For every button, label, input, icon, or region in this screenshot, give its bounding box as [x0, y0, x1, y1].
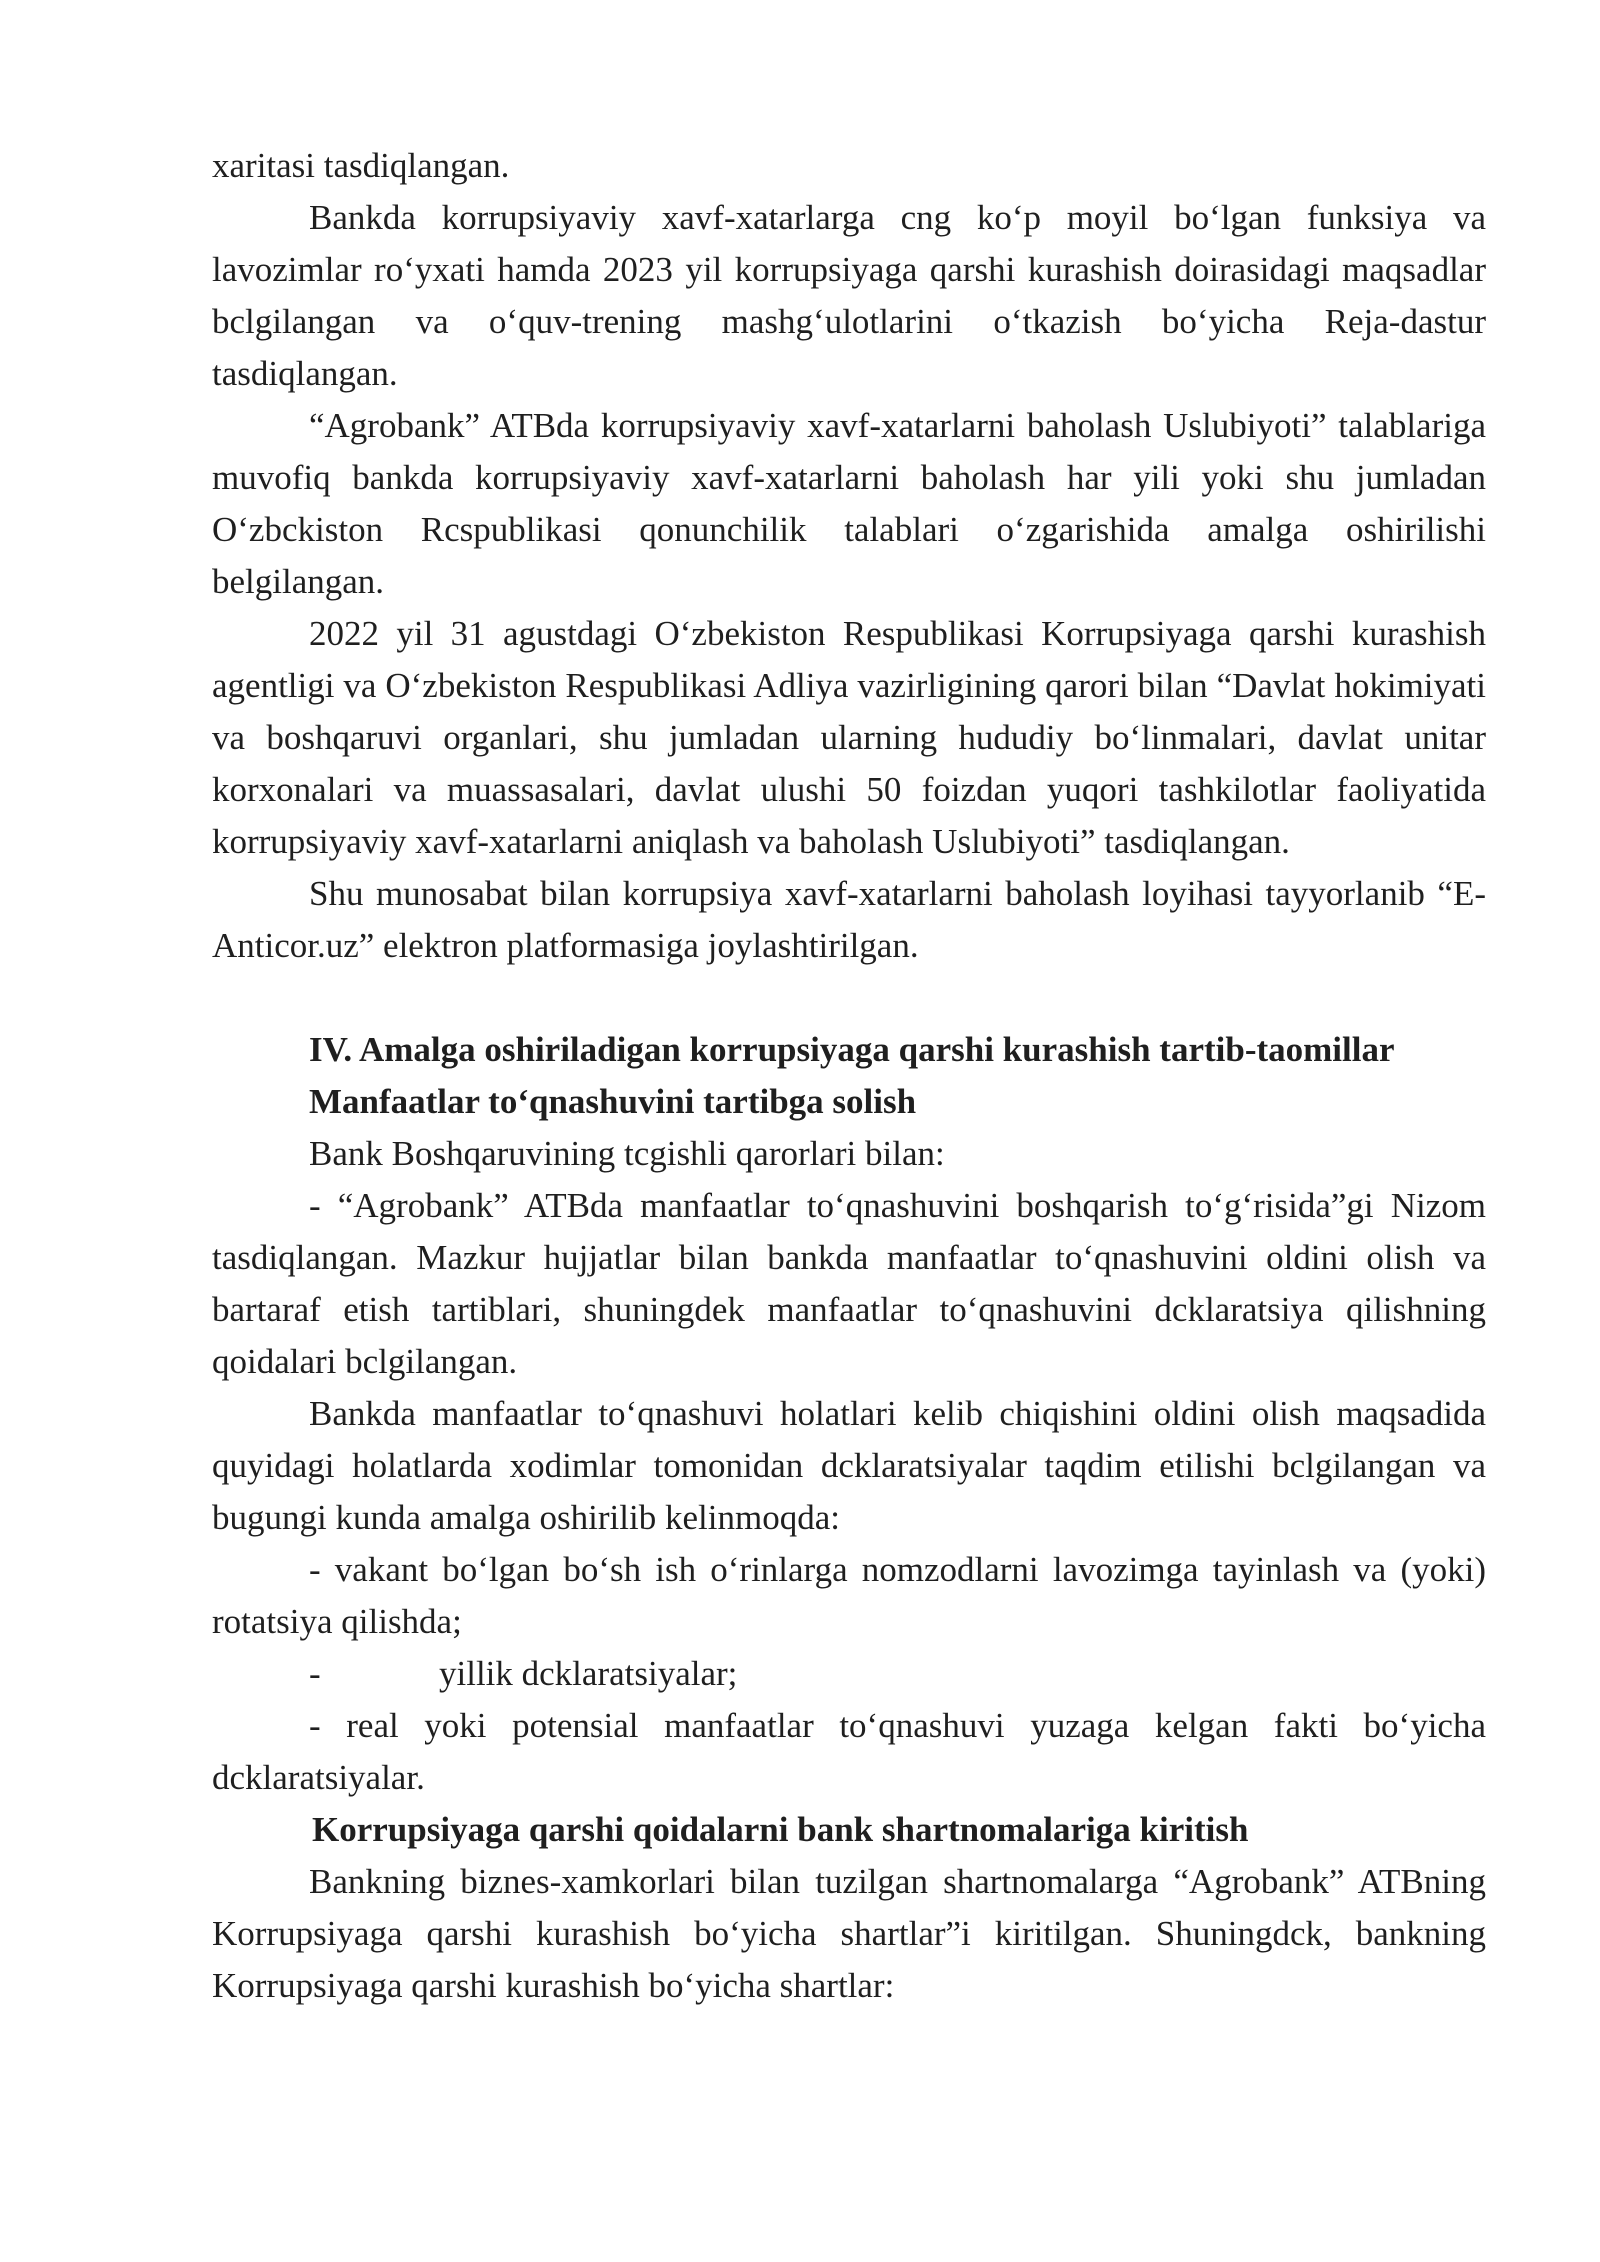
paragraph-agency-decision: 2022 yil 31 agustdagi O‘zbekiston Respublikasi Korrupsiyaga qarshi kurashish agentligi va O‘zbekiston Respublikasi Adliya vazirligining qarori bilan “Davlat hokimiyati va boshqaruvi organlari, shu jumladan ularning hududiy bo‘linmalari, davlat unitar korxonalari va muassasalari, davlat ulushi 50 foizdan yuqori tashkilotlar faoliyatida korrupsiyaviy xavf-xatarlarni aniqlash va baholash Uslubiyoti” tasdiqlangan. — [212, 614, 1486, 861]
paragraph-risk-functions: Bankda korrupsiyaviy xavf-xatarlarga cng ko‘p moyil bo‘lgan funksiya va lavozimlar ro‘yxati hamda 2023 yil korrupsiyaga qarshi kurashish doirasidagi maqsadlar bclgilangan va o‘quv-trening mashg‘ulotlarini o‘tkazish bo‘yicha Reja-dastur tasdiqlangan. — [212, 198, 1486, 393]
list-item-annual — [212, 1648, 1486, 1700]
paragraph-declarations-intro: Bankda manfaatlar to‘qnashuvi holatlari kelib chiqishini oldini olish maqsadida quyidagi holatlarda xodimlar tomonidan dcklaratsiyalar taqdim etilishi bclgilangan va bugungi kunda amalga oshirilib kelinmoqda: — [212, 1394, 1486, 1537]
paragraph-business-partners: Bankning biznes-xamkorlari bilan tuzilgan shartnomalarga “Agrobank” ATBning Korrupsiyaga qarshi kurashish bo‘yicha shartlar”i kiritilgan. Shuningdck, bankning Korrupsiyaga qarshi kurashish bo‘yicha shartlar: — [212, 1862, 1486, 2005]
paragraph-risk-methodology: “Agrobank” ATBda korrupsiyaviy xavf-xatarlarni baholash Uslubiyoti” talablariga muvofiq bankda korrupsiyaviy xavf-xatarlarni baholash har yili yoki shu jumladan O‘zbckiston Rcspublikasi qonunchilik talablari o‘zgarishida amalga oshirilishi belgilangan. — [212, 406, 1486, 601]
paragraph-continuation: xaritasi tasdiqlangan. — [212, 146, 510, 185]
paragraph-e-anticor: Shu munosabat bilan korrupsiya xavf-xatarlarni baholash loyihasi tayyorlanib “E-Anticor.uz” elektron platformasiga joylashtirilgan. — [212, 874, 1486, 965]
list-item-annual-text: yillik dcklaratsiyalar; — [439, 1654, 738, 1693]
list-item-real-conflict: - real yoki potensial manfaatlar to‘qnashuvi yuzaga kelgan fakti bo‘yicha dcklaratsiyalar. — [212, 1706, 1486, 1797]
subheading-contracts: Korrupsiyaga qarshi qoidalarni bank shartnomalariga kiritish — [312, 1810, 1249, 1849]
section-spacer — [212, 972, 1486, 1024]
list-item-vacancy: - vakant bo‘lgan bo‘sh ish o‘rinlarga nomzodlarni lavozimga tayinlash va (yoki) rotatsiya qilishda; — [212, 1550, 1486, 1641]
section-heading-iv: IV. Amalga oshiriladigan korrupsiyaga qarshi kurashish tartib-taomillar — [309, 1030, 1395, 1069]
paragraph-board-decisions: Bank Boshqaruvining tcgishli qarorlari bilan: — [309, 1134, 945, 1173]
document-page — [212, 140, 1486, 2012]
paragraph-nizom: - “Agrobank” ATBda manfaatlar to‘qnashuvini boshqarish to‘g‘risida”gi Nizom tasdiqlangan. Mazkur hujjatlar bilan bankda manfaatlar to‘qnashuvini oldini olish va bartaraf etish tartiblari, shuningdek manfaatlar to‘qnashuvini dcklaratsiya qilishning qoidalari bclgilangan. — [212, 1186, 1486, 1381]
list-dash: - — [309, 1654, 321, 1693]
subheading-conflict-of-interest: Manfaatlar to‘qnashuvini tartibga solish — [309, 1082, 917, 1121]
